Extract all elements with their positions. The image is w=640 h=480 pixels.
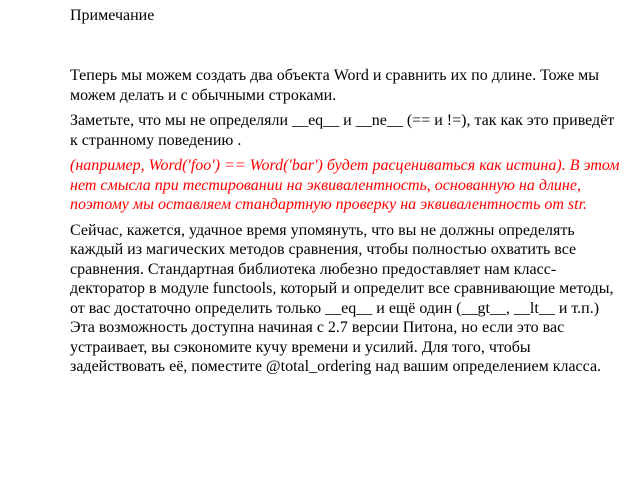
paragraph-total-ordering: Сейчас, кажется, удачное время упомянуть, что вы не должны определять каждый из магических методов сравнения, чтобы полностью охватить все сравнения. Стандартная библиотека любезно предоставляет нам класс-декторатор в модуле functools, который и определит все сравнивающие методы, от вас достаточно определить только __eq__ и ещё один (__gt__, __lt__ и т.п.) Эта возможность доступна начиная с 2.7 версии Питона, но если это вас устраивает, вы сэкономите кучу времени и усилий. Для того, чтобы задействовать её, поместите @total_ordering над вашим определением класса. [70, 221, 614, 375]
paragraph-eq-ne-note: Заметьте, что мы не определяли __eq__ и __ne__ (== и !=), так как это приведёт к странному поведению . [70, 112, 615, 149]
note-heading: Примечание [70, 7, 155, 24]
paragraph-red-italic-example: (например, Word('foo') == Word('bar') будет расцениваться как истина). В этом нет смысла при тестировании на эквивалентность, основанную на длине, поэтому мы оставляем стандартную проверку на эквивалентность от str. [70, 157, 620, 213]
paragraph-word-comparison: Теперь мы можем создать два объекта Word и сравнить их по длине. Тоже мы можем делать и с обычными строками. [70, 67, 600, 104]
